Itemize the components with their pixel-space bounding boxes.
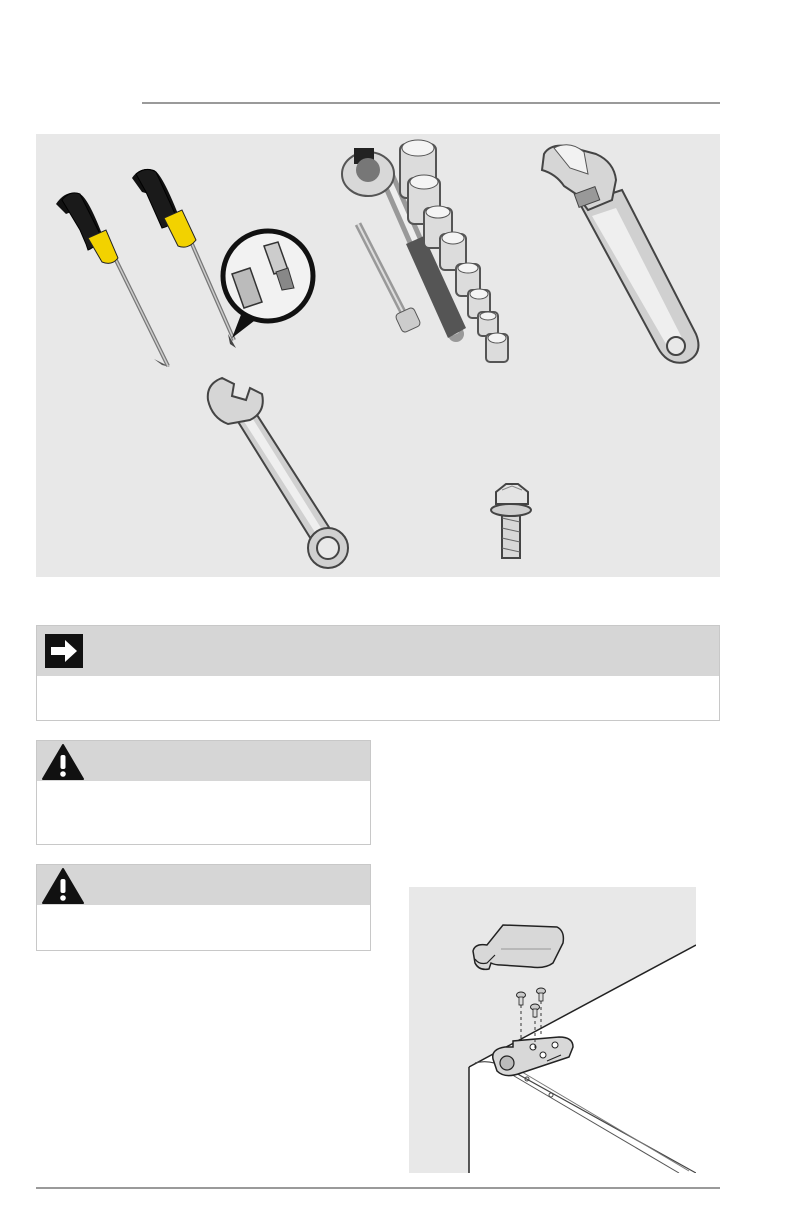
note-box xyxy=(36,625,720,721)
hinge-illustration-panel xyxy=(409,887,696,1173)
warning-header-2 xyxy=(37,865,370,905)
tools-illustration xyxy=(36,134,720,577)
hex-bolt-illustration xyxy=(491,484,531,558)
screwdriver-flat-illustration xyxy=(56,193,170,367)
adjustable-wrench-illustration xyxy=(542,145,698,363)
warning-triangle-icon xyxy=(41,867,85,905)
driver-bits-illustration xyxy=(223,231,313,338)
hinge-cover xyxy=(473,925,563,969)
warning-box-2 xyxy=(36,864,371,951)
header-rule xyxy=(142,102,720,104)
warning-triangle-icon xyxy=(41,743,85,781)
note-header xyxy=(37,626,719,676)
footer-rule xyxy=(36,1187,720,1189)
warning-box-1 xyxy=(36,740,371,845)
hinge-illustration xyxy=(409,887,696,1173)
tools-illustration-panel xyxy=(36,134,720,577)
combination-wrench-illustration xyxy=(208,378,348,568)
warning-header-1 xyxy=(37,741,370,781)
arrow-right-icon xyxy=(45,634,83,668)
